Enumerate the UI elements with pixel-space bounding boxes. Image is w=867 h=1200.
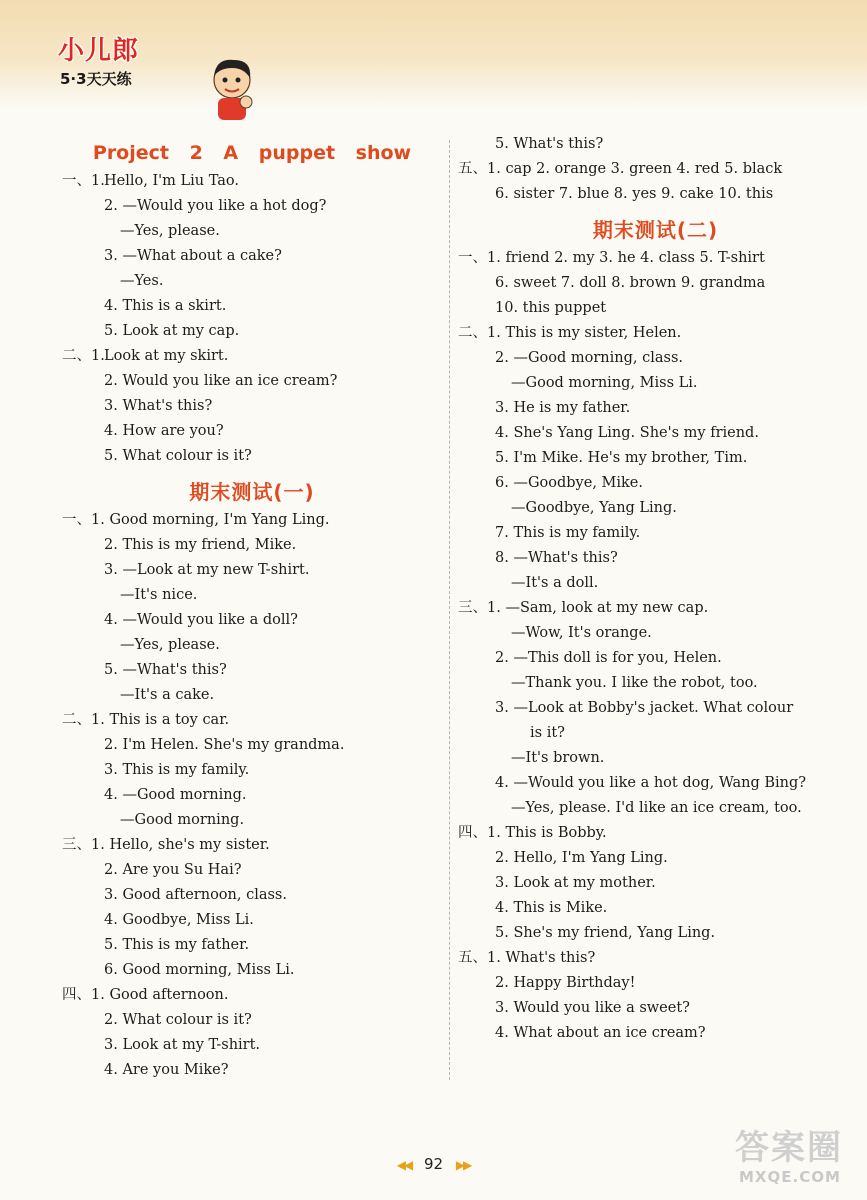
answer-line: 5. This is my father.	[104, 937, 250, 953]
answer-line: 四、1. This is Bobby.	[458, 825, 607, 841]
answer-line: 3. —Look at Bobby's jacket. What colour	[495, 700, 794, 716]
answer-line: 4. How are you?	[104, 423, 224, 439]
mascot-icon	[206, 56, 258, 122]
answer-line: 2. —Good morning, class.	[495, 350, 683, 366]
answer-line: 3. This is my family.	[104, 762, 250, 778]
watermark-url: MXQE.COM	[739, 1168, 841, 1186]
answer-line: 4. She's Yang Ling. She's my friend.	[495, 425, 759, 441]
right-column	[458, 132, 853, 1046]
watermark-text: 答案圈	[735, 1128, 843, 1168]
answer-line: 5. Look at my cap.	[104, 323, 240, 339]
answer-line: —Thank you. I like the robot, too.	[511, 675, 758, 691]
answer-line: —Good morning, Miss Li.	[511, 375, 698, 391]
answer-line: 4. —Would you like a doll?	[104, 612, 298, 628]
answer-line: 4. —Good morning.	[104, 787, 247, 803]
answer-line: 7. This is my family.	[495, 525, 641, 541]
answer-line: 3. Look at my T-shirt.	[104, 1037, 261, 1053]
answer-line: 2. This is my friend, Mike.	[104, 537, 297, 553]
answer-line: 4. This is a skirt.	[104, 298, 227, 314]
answer-line: —Yes.	[120, 273, 164, 289]
answer-line: 5. She's my friend, Yang Ling.	[495, 925, 716, 941]
next-arrows-icon: ▶▶	[455, 1158, 471, 1172]
answer-line: 4. This is Mike.	[495, 900, 608, 916]
left-column	[62, 138, 442, 1083]
column-divider	[449, 140, 450, 1080]
answer-line: 3. Good afternoon, class.	[104, 887, 287, 903]
answer-line: 2. Are you Su Hai?	[104, 862, 242, 878]
answer-line: 6. —Goodbye, Mike.	[495, 475, 644, 491]
answer-line: —Yes, please. I'd like an ice cream, too.	[511, 800, 802, 816]
section-title-final-test-1: 期末测试(一)	[189, 480, 315, 504]
answer-line: is it?	[530, 725, 565, 741]
section-title-project2: Project 2 A puppet show	[92, 142, 412, 164]
answer-line: 6. sweet 7. doll 8. brown 9. grandma	[495, 275, 766, 291]
logo-subtitle: 5·3天天练	[60, 70, 132, 88]
answer-line: 3. Look at my mother.	[495, 875, 656, 891]
answer-line: 五、1. What's this?	[458, 950, 596, 966]
answer-line: 4. What about an ice cream?	[495, 1025, 706, 1041]
answer-line: —Good morning.	[120, 812, 245, 828]
answer-line: —It's nice.	[120, 587, 198, 603]
answer-line: 6. sister 7. blue 8. yes 9. cake 10. this	[495, 186, 774, 202]
answer-line: 4. —Would you like a hot dog, Wang Bing?	[495, 775, 807, 791]
answer-line: 2. —Would you like a hot dog?	[104, 198, 327, 214]
answer-line: 一、1. Good morning, I'm Yang Ling.	[62, 512, 330, 528]
answer-line: 5. What colour is it?	[104, 448, 252, 464]
answer-line: 五、1. cap 2. orange 3. green 4. red 5. black	[458, 161, 783, 177]
answer-line: —Wow, It's orange.	[511, 625, 652, 641]
answer-line: 三、1. Hello, she's my sister.	[62, 837, 270, 853]
logo-title: 小儿郎	[58, 36, 140, 66]
answer-line: 二、1. This is a toy car.	[62, 712, 230, 728]
answer-line: 一、1. Hello, I'm Liu Tao.	[62, 173, 240, 189]
answer-line: 二、1. This is my sister, Helen.	[458, 325, 682, 341]
answer-line: 2. What colour is it?	[104, 1012, 252, 1028]
answer-line: 4. Goodbye, Miss Li.	[104, 912, 254, 928]
answer-line: 2. —This doll is for you, Helen.	[495, 650, 722, 666]
answer-line: —Goodbye, Yang Ling.	[511, 500, 677, 516]
answer-line: 3. —What about a cake?	[104, 248, 282, 264]
page-number-value: 92	[423, 1155, 444, 1173]
answer-line: 8. —What's this?	[495, 550, 618, 566]
answer-line: 3. What's this?	[104, 398, 213, 414]
answer-line: 二、1. Look at my skirt.	[62, 348, 229, 364]
answer-line: 3. Would you like a sweet?	[495, 1000, 690, 1016]
answer-line: 5. I'm Mike. He's my brother, Tim.	[495, 450, 748, 466]
brand-logo	[58, 28, 208, 98]
answer-line: —It's a doll.	[511, 575, 599, 591]
answer-line: 4. Are you Mike?	[104, 1062, 229, 1078]
answer-line: —It's brown.	[511, 750, 605, 766]
answer-line: 四、1. Good afternoon.	[62, 987, 229, 1003]
answer-line: 2. Happy Birthday!	[495, 975, 636, 991]
answer-line: —Yes, please.	[120, 637, 220, 653]
answer-line: 3. He is my father.	[495, 400, 631, 416]
answer-line: 2. I'm Helen. She's my grandma.	[104, 737, 345, 753]
prev-arrows-icon: ◀◀	[396, 1158, 412, 1172]
answer-line: 一、1. friend 2. my 3. he 4. class 5. T-shirt	[458, 250, 765, 266]
answer-line: 6. Good morning, Miss Li.	[104, 962, 295, 978]
watermark	[735, 1120, 865, 1200]
answer-line: 2. Hello, I'm Yang Ling.	[495, 850, 668, 866]
section-title-final-test-2: 期末测试(二)	[592, 218, 719, 242]
answer-line: 5. —What's this?	[104, 662, 227, 678]
answer-line: —It's a cake.	[120, 687, 215, 703]
answer-line: 2. Would you like an ice cream?	[104, 373, 338, 389]
answer-line: —Yes, please.	[120, 223, 220, 239]
answer-line: 三、1. —Sam, look at my new cap.	[458, 600, 709, 616]
answer-line: 3. —Look at my new T-shirt.	[104, 562, 310, 578]
answer-line: 10. this puppet	[495, 300, 607, 316]
answer-line: 5. What's this?	[495, 136, 604, 152]
